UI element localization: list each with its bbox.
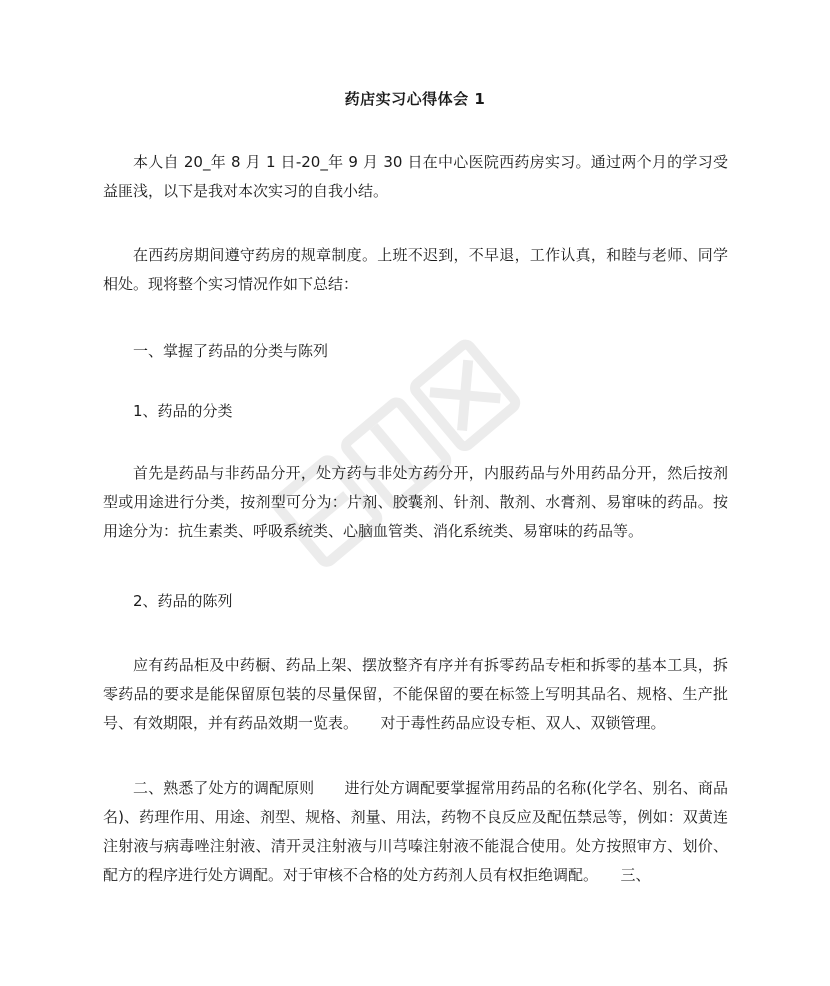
paragraph-display: 应有药品柜及中药橱、药品上架、摆放整齐有序并有拆零药品专柜和拆零的基本工具，拆零药品的要求是能保留原包装的尽量保留，不能保留的要在标签上写明其品名、规格、生产批号、有效期限，并有药品效期一览表。 对于毒性药品应设专柜、双人、双锁管理。 [103,656,728,732]
paragraph-intro: 本人自 20_年 8 月 1 日-20_年 9 月 30 日在中心医院西药房实习。通过两个月的学习受益匪浅，以下是我对本次实习的自我小结。 [103,153,728,200]
subsection-heading-1: 1、药品的分类 [133,402,233,420]
paragraph-prescription: 二、熟悉了处方的调配原则 进行处方调配要掌握常用药品的名称(化学名、别名、商品名)、药理作用、用途、剂型、规格、剂量、用法，药物不良反应及配伍禁忌等，例如：双黄连注射液与病毒唑注射液、清开灵注射液与川芎嗪注射液不能混合使用。处方按照审方、划价、配方的程序进行处方调配。对于审核不合格的处方药剂人员有权拒绝调配。 三、 [103,779,728,884]
subsection-heading-2: 2、药品的陈列 [133,592,233,610]
paragraph-conduct: 在西药房期间遵守药房的规章制度。上班不迟到，不早退，工作认真，和睦与老师、同学相处。现将整个实习情况作如下总结： [103,246,728,293]
section-heading-1: 一、掌握了药品的分类与陈列 [133,342,329,360]
document-title: 药店实习心得体会 1 [344,90,486,108]
paragraph-classification: 首先是药品与非药品分开，处方药与非处方药分开，内服药品与外用药品分开，然后按剂型或用途进行分类，按剂型可分为：片剂、胶囊剂、针剂、散剂、水膏剂、易窜味的药品。按用途分为：抗生素类、呼吸系统类、心脑血管类、消化系统类、易窜味的药品等。 [103,464,728,540]
